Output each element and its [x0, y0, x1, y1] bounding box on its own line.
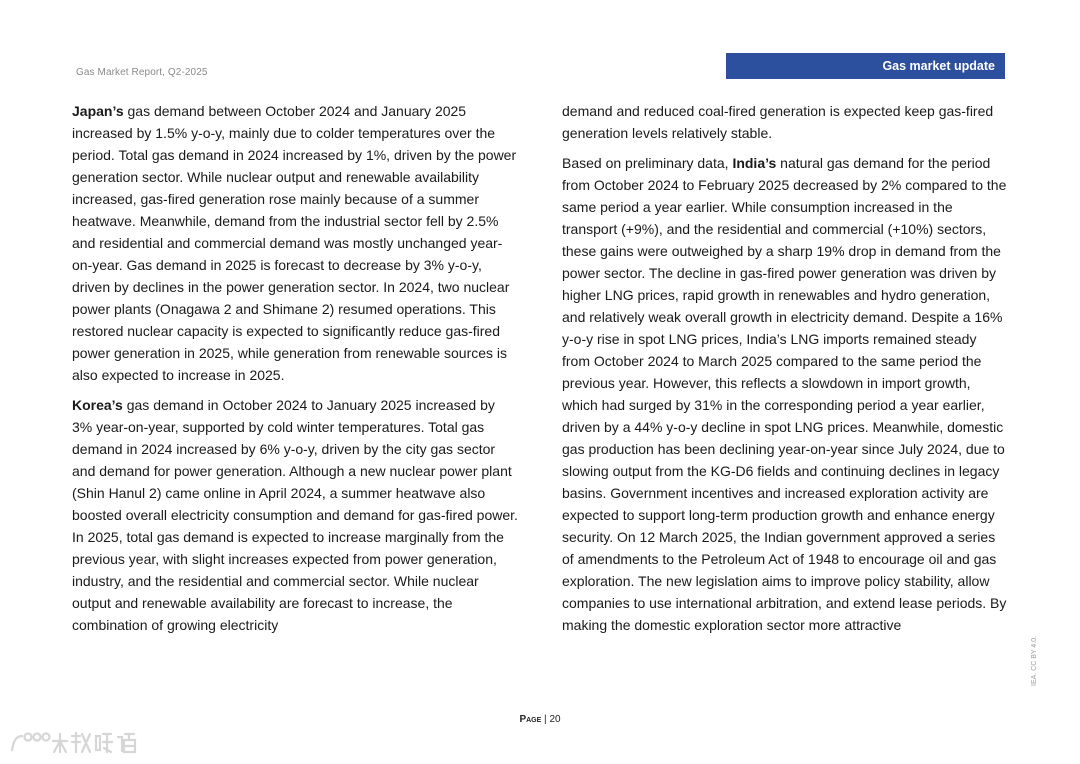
page-footer — [0, 714, 1080, 725]
running-header: Gas Market Report, Q2-2025 — [76, 67, 208, 78]
paragraph-india-intro: Based on preliminary data, — [562, 155, 733, 171]
paragraph-continuation: demand and reduced coal-fired generation is expected keep gas-fired generation levels relatively stable. — [562, 103, 994, 141]
license-note: IEA. CC BY 4.0. — [1031, 635, 1038, 686]
page-word: Page — [519, 714, 542, 725]
right-column — [562, 100, 1008, 644]
paragraph-korea-body: gas demand in October 2024 to January 2025 increased by 3% year-on-year, supported by cold winter temperatures. Total gas demand in 2024 increased by 6% y-o-y, driven by the city gas sector and demand for power generation. Although a new nuclear power plant (Shin Hanul 2) came online in April 2024, a summer heatwave also boosted overall electricity consumption and demand for gas-fired power. In 2025, total gas demand is expected to increase marginally from the previous year, with slight increases expected from power generation, industry, and the residential and commercial sector. While nuclear output and renewable availability are forecast to increase, the combination of growing electricity — [72, 397, 518, 633]
page-number: 20 — [549, 714, 561, 725]
brand-watermark-icon — [8, 728, 148, 758]
country-lead-india: India’s — [732, 155, 777, 171]
paragraph-india-body: natural gas demand for the period from October 2024 to February 2025 decreased by 2% compared to the same period a year earlier. While consumption increased in the transport (+9%), and the residential and commercial (+10%) sectors, these gains were outweighed by a sharp 19% drop in demand from the power sector. The decline in gas-fired power generation was driven by higher LNG prices, rapid growth in renewables and hydro generation, and relatively weak overall growth in electricity demand. Despite a 16% y-o-y rise in spot LNG prices, India’s LNG imports remained steady from October 2024 to March 2025 compared to the same period the previous year. However, this reflects a slowdown in import growth, which had surged by 31% in the corresponding period a year earlier, driven by a 44% y-o-y decline in spot LNG prices. Meanwhile, domestic gas production has been declining year-on-year since July 2024, due to slowing output from the KG-D6 fields and continuing declines in legacy basins. Government incentives and increased exploration activity are expected to support long-term production growth and enhance energy security. On 12 March 2025, the Indian government approved a series of amendments to the Petroleum Act of 1948 to encourage oil and gas exploration. The new legislation aims to improve policy stability, allow companies to use international arbitration, and extend lease periods. By making the domestic exploration sector more attractive — [562, 155, 1007, 633]
paragraph-japan — [72, 100, 518, 386]
section-tag — [726, 53, 1005, 79]
paragraph-korea — [72, 394, 518, 636]
left-column — [72, 100, 518, 644]
country-lead-japan: Japan’s — [72, 103, 124, 119]
page-separator: | — [541, 714, 550, 725]
paragraph-india — [562, 152, 1008, 636]
section-tag-label: Gas market update — [882, 59, 995, 73]
paragraph-japan-body: gas demand between October 2024 and January 2025 increased by 1.5% y-o-y, mainly due to colder temperatures over the period. Total gas demand in 2024 increased by 1%, driven by the power generation sector. While nuclear output and renewable availability increased, gas-fired generation rose mainly because of a summer heatwave. Meanwhile, demand from the industrial sector fell by 2.5% and residential and commercial demand was mostly unchanged year-on-year. Gas demand in 2025 is forecast to decrease by 3% y-o-y, driven by declines in the power generation sector. In 2024, two nuclear power plants (Onagawa 2 and Shimane 2) resumed operations. This restored nuclear capacity is expected to significantly reduce gas-fired power generation in 2025, while generation from renewable sources is also expected to increase in 2025. — [72, 103, 517, 383]
country-lead-korea: Korea’s — [72, 397, 123, 413]
